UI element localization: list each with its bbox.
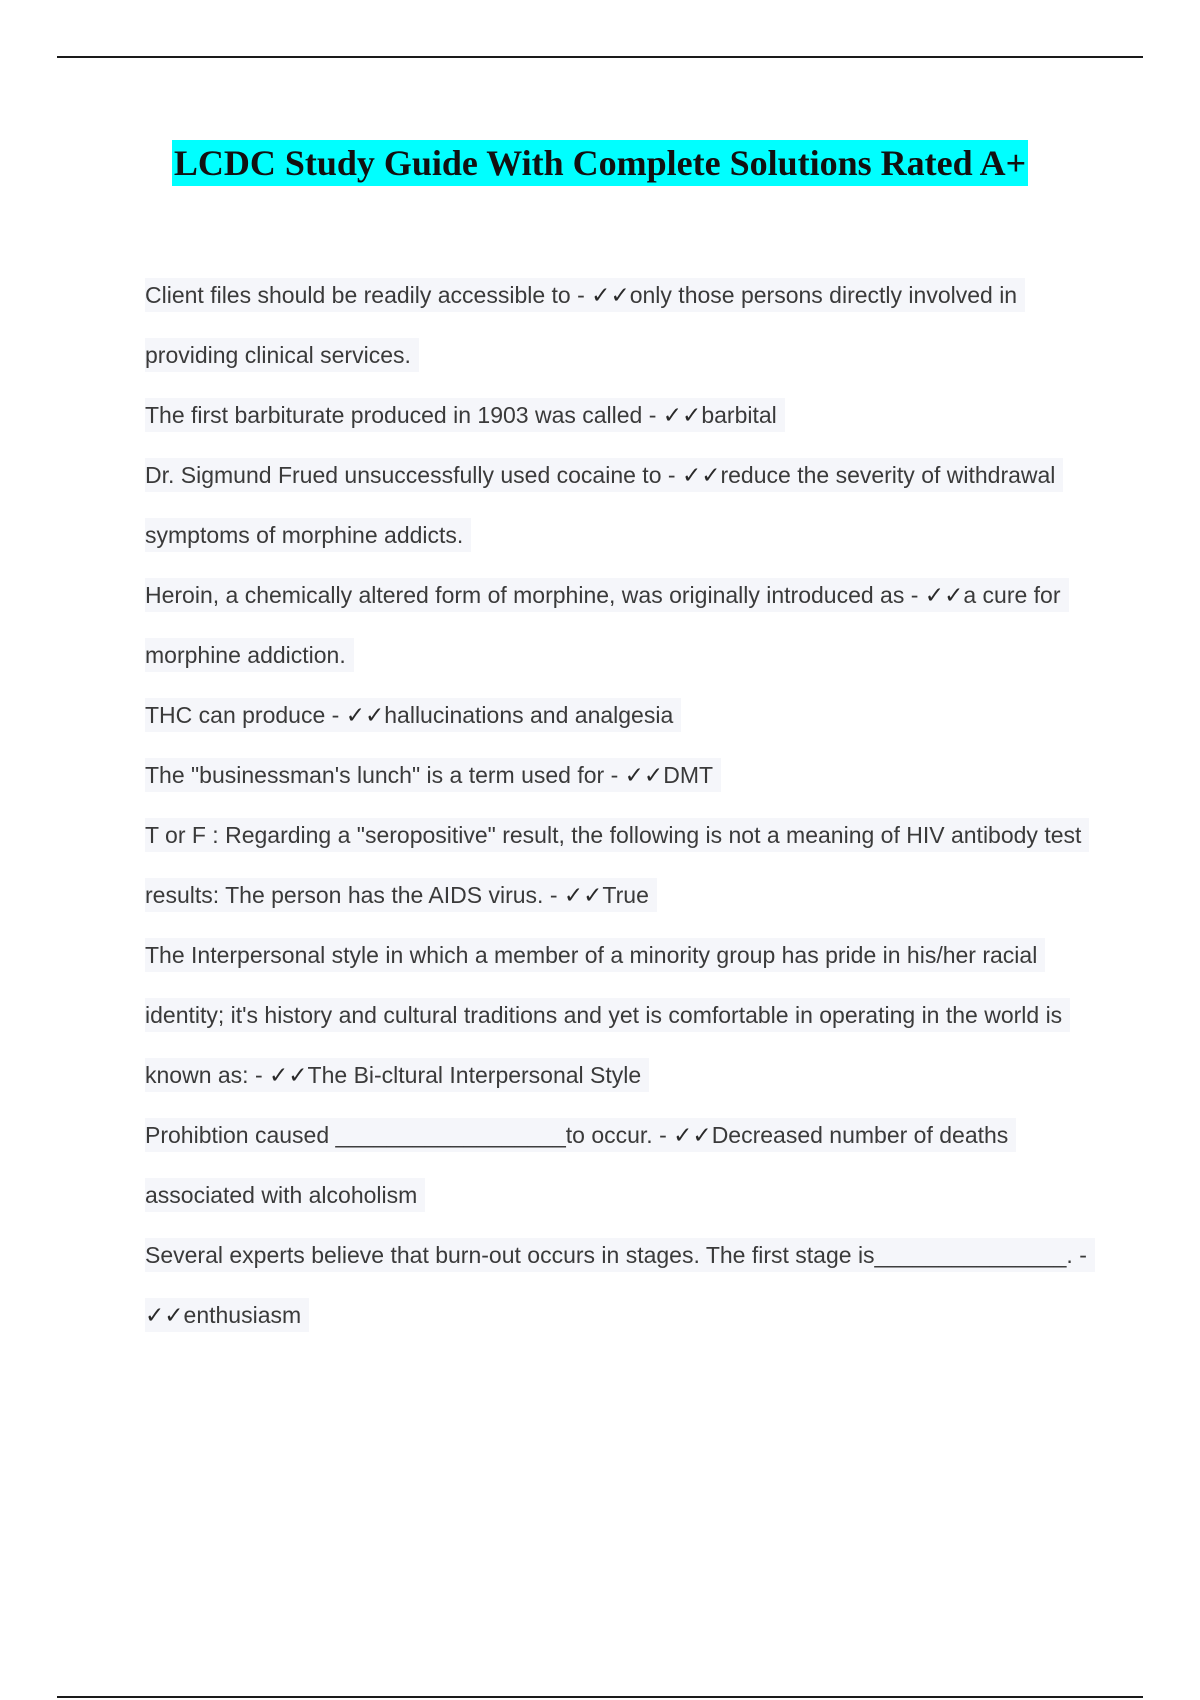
bottom-rule [57, 1696, 1143, 1698]
qa-question: Heroin, a chemically altered form of morphine, was originally introduced as - [145, 582, 925, 608]
double-check-icon: ✓✓ [563, 882, 603, 908]
qa-item [145, 745, 1095, 805]
qa-answer: reduce the severity of withdrawal symptoms of morphine addicts. [145, 462, 1056, 548]
qa-item [145, 565, 1095, 685]
double-check-icon: ✓✓ [145, 1302, 184, 1328]
qa-answer: barbital [701, 402, 777, 428]
qa-item [145, 685, 1095, 745]
double-check-icon: ✓✓ [681, 462, 721, 488]
double-check-icon: ✓✓ [591, 282, 630, 308]
qa-answer: a cure for morphine addiction. [145, 582, 1061, 668]
qa-answer: Decreased number of deaths associated with alcoholism [145, 1122, 1009, 1208]
double-check-icon: ✓✓ [624, 762, 664, 788]
top-rule [57, 56, 1143, 58]
qa-question: Client files should be readily accessible to - [145, 282, 592, 308]
qa-question: The first barbiturate produced in 1903 was called - [145, 402, 663, 428]
qa-item [145, 265, 1095, 385]
double-check-icon: ✓✓ [269, 1062, 308, 1088]
double-check-icon: ✓✓ [924, 582, 964, 608]
qa-question: THC can produce - [145, 702, 346, 728]
qa-question: Dr. Sigmund Frued unsuccessfully used cocaine to - [145, 462, 682, 488]
qa-question: T or F : Regarding a "seropositive" result, the following is not a meaning of HIV antibody test results: The person has the AIDS virus. - [145, 822, 1082, 908]
qa-item [145, 445, 1095, 565]
double-check-icon: ✓✓ [673, 1122, 712, 1148]
qa-answer: The Bi-cltural Interpersonal Style [307, 1062, 642, 1088]
qa-item [145, 385, 1095, 445]
qa-answer: True [602, 882, 649, 908]
qa-list [145, 265, 1095, 1345]
qa-question: Several experts believe that burn-out occurs in stages. The first stage is_______________. - [145, 1242, 1087, 1268]
qa-item [145, 805, 1095, 925]
qa-item [145, 1105, 1095, 1225]
double-check-icon: ✓✓ [345, 702, 385, 728]
double-check-icon: ✓✓ [662, 402, 702, 428]
qa-answer: only those persons directly involved in providing clinical services. [145, 282, 1018, 368]
qa-question: Prohibtion caused __________________to occur. - [145, 1122, 674, 1148]
qa-answer: enthusiasm [183, 1302, 302, 1328]
qa-item [145, 1225, 1095, 1345]
title-container [0, 140, 1200, 186]
qa-item [145, 925, 1095, 1105]
qa-question: The Interpersonal style in which a member of a minority group has pride in his/her racial identity; it's history and cultural traditions and yet is comfortable in operating in the world is known as: - [145, 942, 1063, 1088]
document-title: LCDC Study Guide With Complete Solutions Rated A+ [172, 140, 1028, 186]
qa-answer: DMT [663, 762, 714, 788]
qa-answer: hallucinations and analgesia [384, 702, 674, 728]
qa-question: The "businessman's lunch" is a term used for - [145, 762, 625, 788]
